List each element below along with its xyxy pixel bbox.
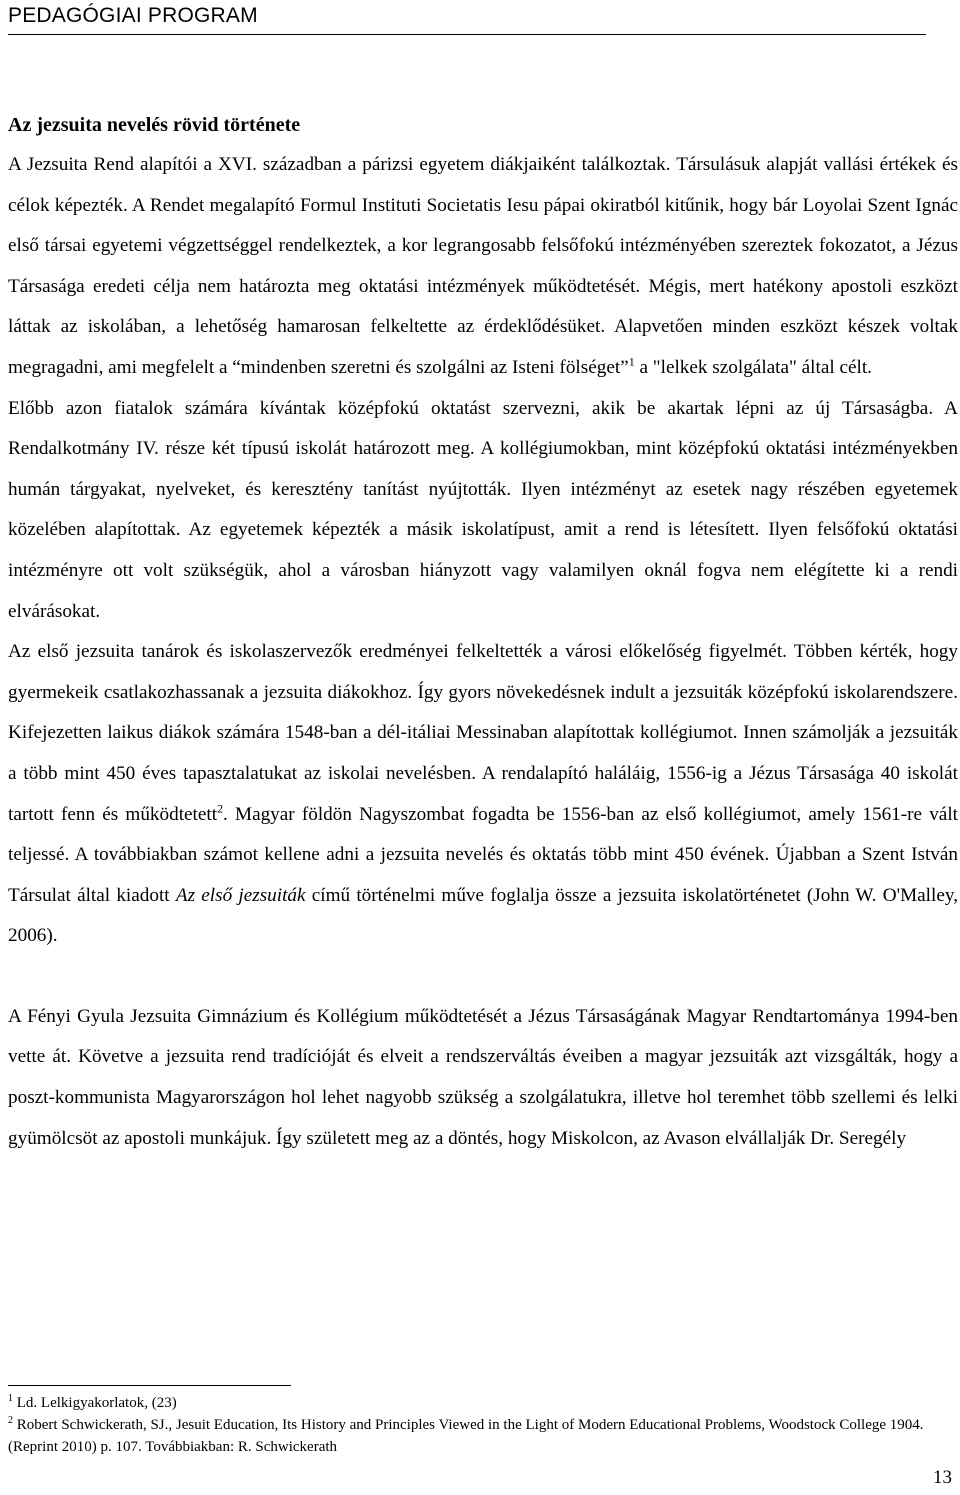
footnote-1 xyxy=(8,1392,958,1414)
main-content xyxy=(8,105,958,1159)
section-title: Az jezsuita nevelés rövid története xyxy=(8,114,301,136)
paragraph-3-text-b: . Magyar földön Nagyszombat fogadta be 1556-ban az első kollégiumot, amely 1561-re vált teljessé. A továbbiakban számot kellene adni a jezsuita nevelés és oktatás több mint 450 évének. Újabban a Szent István Társulat által kiadott xyxy=(8,803,958,906)
footnote-2-number: 2 xyxy=(8,1415,13,1426)
paragraph-2: Előbb azon fiatalok számára kívántak középfokú oktatást szervezni, akik be akartak lépni az új Társaságba. A Rendalkotmány IV. része két típusú iskolát határozott meg. A kollégiumokban, mint középfokú oktatási intézményekben humán tárgyakat, nyelveket, és keresztény tanítást nyújtották. Ilyen intézményt az esetek nagy részében egyetemek közelében alapítottak. Az egyetemek képezték a másik iskolatípust, amit a rend is létesített. Ilyen felsőfokú oktatási intézményre ott volt szükségük, ahol a városban hiányzott vagy valamilyen oknál fogva nem elégítette ki a rendi elvárásokat. xyxy=(8,397,958,622)
running-header xyxy=(8,4,926,35)
footnotes xyxy=(8,1385,958,1458)
paragraph-1-text-b: a "lelkek szolgálata" által célt. xyxy=(634,356,872,378)
footnote-ref-2[interactable]: 2 xyxy=(217,801,224,816)
footnote-2 xyxy=(8,1414,958,1458)
paragraph-3-text-c: című történelmi műve foglalja össze a jezsuita iskolatörténetet (John W. O'Malley, 2006). xyxy=(8,884,958,947)
page-number: 13 xyxy=(933,1467,952,1488)
paragraph-gap xyxy=(8,957,958,997)
footnote-2-text: Robert Schwickerath, SJ., Jesuit Education, Its History and Principles Viewed in the Light of Modern Educational Problems, Woodstock College 1904. (Reprint 2010) p. 107. Továbbiakban: R. Schwickerath xyxy=(8,1417,924,1455)
footnote-1-number: 1 xyxy=(8,1393,13,1404)
paragraph-3 xyxy=(8,632,958,957)
header-title: PEDAGÓGIAI PROGRAM xyxy=(8,4,258,27)
paragraph-1-text-a: A Jezsuita Rend alapítói a XVI. században a párizsi egyetem diákjaiként találkoztak. Társulásuk alapját vallási értékek és célok képezték. A Rendet megalapító Formul Instituti Societatis Iesu pápai okiratból kitűnik, hogy bár Loyolai Szent Ignác első társai egyetemi végzettséggel rendelkeztek, a kor legrangosabb felsőfokú intézményében szereztek fokozatot, a Jézus Társasága eredeti célja nem határozta meg oktatási intézmények működtetését. Mégis, mert hatékony apostoli eszközt láttak az iskolában, a lehetőség hamarosan felkeltette az érdeklődésüket. Alapvetően minden eszközt készek voltak megragadni, ami megfelelt a “mindenben szeretni és szolgálni az Isteni fölséget” xyxy=(8,154,958,378)
footnote-ref-1[interactable]: 1 xyxy=(628,354,635,369)
paragraph-3-text-a: Az első jezsuita tanárok és iskolaszervezők eredményei felkeltették a városi előkelőség figyelmét. Többen kérték, hogy gyermekeik csatlakozhassanak a jezsuita diákokhoz. Így gyors növekedésnek indult a jezsuiták középfokú iskolarendszere. Kifejezetten laikus diákok számára 1548-ban a dél-itáliai Messinaban alapítottak kollégiumot. Innen számolják a jezsuiták a több mint 450 éves tapasztalatukat az iskolai nevelésben. A rendalapító haláláig, 1556-ig a Jézus Társasága 40 iskolát tartott fenn és működtetett xyxy=(8,641,958,825)
paragraph-1 xyxy=(8,145,958,389)
footnote-1-text: Ld. Lelkigyakorlatok, (23) xyxy=(16,1395,177,1411)
book-title: Az első jezsuiták xyxy=(175,884,306,906)
footnote-separator xyxy=(8,1385,291,1386)
paragraph-4: A Fényi Gyula Jezsuita Gimnázium és Kollégium működtetését a Jézus Társaságának Magyar Rendtartománya 1994-ben vette át. Követve a jezsuita rend tradícióját és elveit a rendszerváltás éveiben a magyar jezsuiták azt vizsgálták, hogy a poszt-kommunista Magyarországon hol lehet nagyobb szükség a szolgálatukra, illetve hol teremhet több szellemi és lelki gyümölcsöt az apostoli munkájuk. Így született meg az a döntés, hogy Miskolcon, az Avason elvállalják Dr. Seregély xyxy=(8,1005,958,1149)
